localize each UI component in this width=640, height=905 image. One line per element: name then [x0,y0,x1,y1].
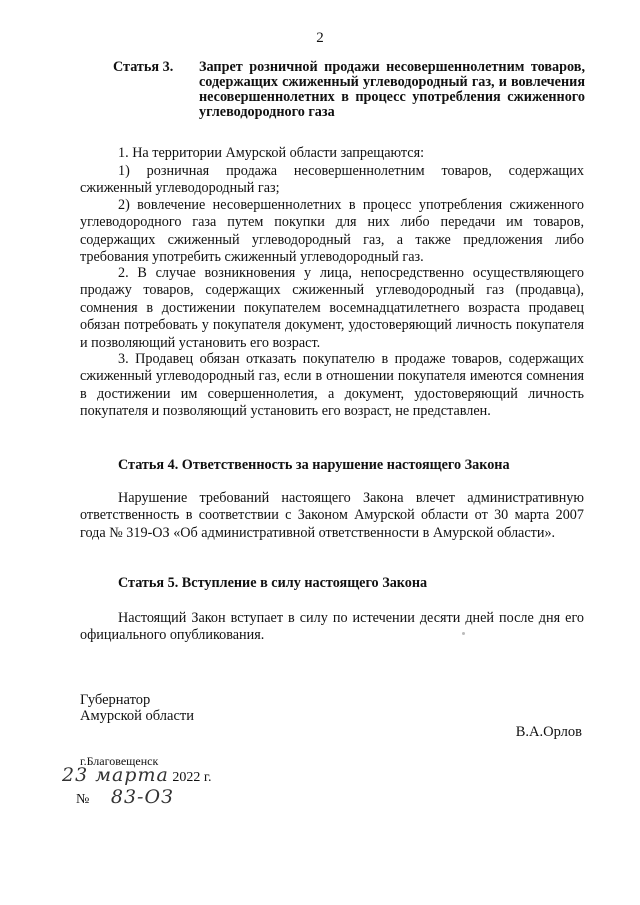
number-sign: № [76,792,90,807]
article-3-title: Запрет розничной продажи несовершеннолетним товаров, содержащих сжиженный углеводородный газ, и вовлечения несовершеннолетних в процесс употребления сжиженного углеводородного газа [199,59,585,120]
article-3-number: Статья 3. [113,59,174,75]
signatory-position-line-1: Губернатор [80,692,151,708]
art3-item-1: 1) розничная продажа несовершеннолетним товаров, содержащих сжиженный углеводородный газ; [80,163,584,197]
article-4-heading: Статья 4. Ответственность за нарушение настоящего Закона [118,457,510,473]
date-line [62,764,211,788]
signatory-position [80,692,194,724]
signatory-position-line-2: Амурской области [80,708,194,724]
art3-item-2: 2) вовлечение несовершеннолетних в процесс употребления сжиженного углеводородного газа путем покупки для них либо передачи им товаров, содержащих сжиженный углеводородный газ, а также предложения либо требования употребить сжиженный углеводородный газ. [80,197,584,266]
article-5-heading: Статья 5. Вступление в силу настоящего Закона [118,575,428,591]
art3-paragraph-2: 2. В случае возникновения у лица, непосредственно осуществляющего продажу товаров, содержащих сжиженный углеводородный газ (продавца), сомнения в достижении покупателем восемнадцатилетнего возраста продавец обязан потребовать у покупателя документ, удостоверяющий личность покупателя и позволяющий установить его возраст. [80,265,584,351]
article-5-text: Настоящий Закон вступает в силу по истечении десяти дней после дня его официального опубликования. [80,610,584,644]
scan-speck [462,632,465,635]
signatory-name: В.А.Орлов [515,724,582,740]
page-number: 2 [316,30,324,46]
law-number-line [76,786,174,808]
date-year: 2022 г. [172,770,212,785]
art3-paragraph-3: 3. Продавец обязан отказать покупателю в продаже товаров, содержащих сжиженный углеводородный газ, если в отношении покупателя имеются сомнения в достижении им совершеннолетия, а документ, удостоверяющий личность покупателя и позволяющий установить его возраст, не представлен. [80,351,584,420]
handwritten-date: 23 марта [62,764,169,786]
article-4-text: Нарушение требований настоящего Закона влечет административную ответственность в соответствии с Законом Амурской области от 30 марта 2007 года № 319-ОЗ «Об административной ответственности в Амурской области». [80,490,584,541]
art3-paragraph-1: 1. На территории Амурской области запрещаются: [118,145,425,161]
handwritten-law-number: 83-ОЗ [110,786,174,808]
city-name: г.Благовещенск [80,754,159,768]
